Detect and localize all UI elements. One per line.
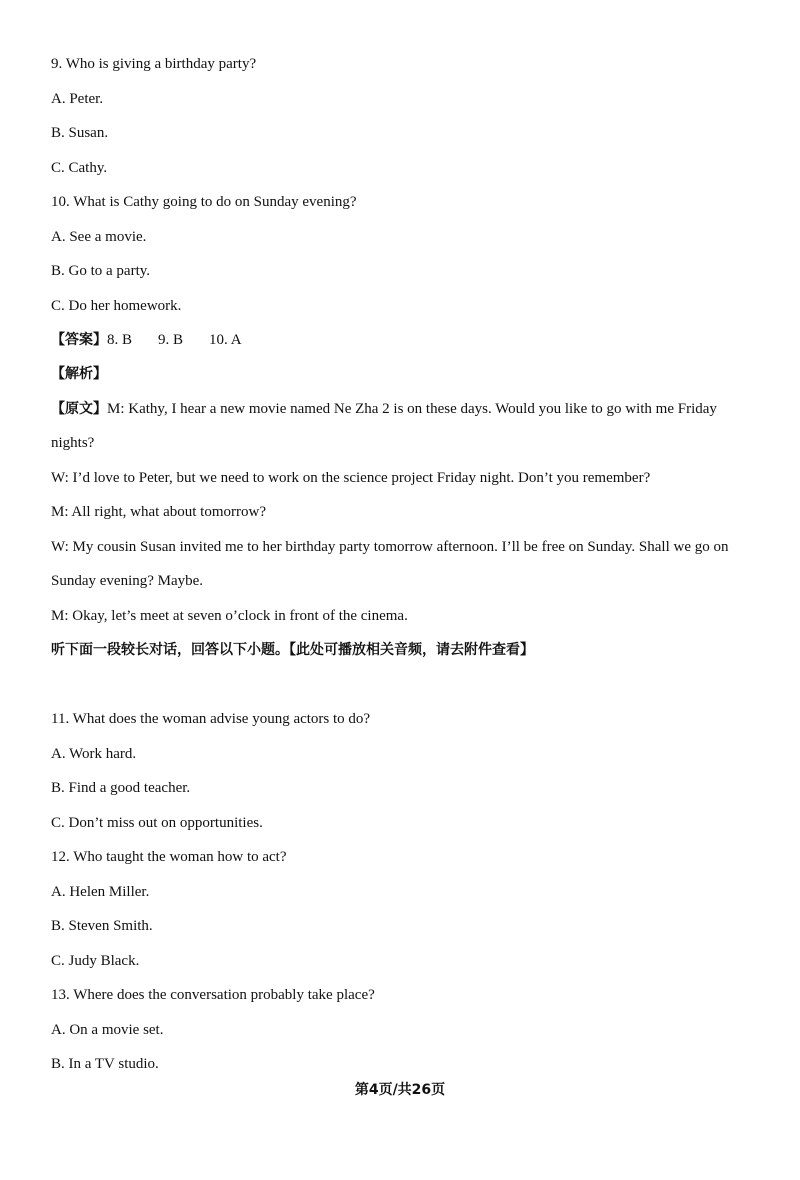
answer-item: 8. B — [107, 332, 133, 348]
question-10: 10. What is Cathy going to do on Sunday evening? — [51, 194, 357, 210]
transcript-line — [51, 399, 717, 419]
transcript-text: Sunday evening? Maybe. — [51, 573, 204, 589]
q10-option-b: B. Go to a party. — [51, 263, 151, 279]
transcript-text: M: All right, what about tomorrow? — [51, 504, 266, 520]
answer-item: 9. B — [158, 332, 184, 348]
analysis-line — [51, 364, 107, 384]
transcript-label: 【原文】 — [51, 401, 107, 417]
q10-option-a: A. See a movie. — [51, 229, 147, 245]
question-11: 11. What does the woman advise young actors to do? — [51, 711, 371, 727]
transcript-text: M: Okay, let’s meet at seven o’clock in front of the cinema. — [51, 608, 408, 624]
q12-option-c: C. Judy Black. — [51, 953, 140, 969]
question-13: 13. Where does the conversation probably take place? — [51, 987, 375, 1003]
q13-option-a: A. On a movie set. — [51, 1022, 164, 1038]
question-12: 12. Who taught the woman how to act? — [51, 849, 287, 865]
page-number-footer: 第4页/共26页 — [354, 1082, 446, 1098]
q9-option-c: C. Cathy. — [51, 160, 108, 176]
q12-option-a: A. Helen Miller. — [51, 884, 150, 900]
listening-instruction: 听下面一段较长对话，回答以下小题。【此处可播放相关音频，请去附件查看】 — [51, 642, 534, 658]
transcript-text: W: I’d love to Peter, but we need to work on the science project Friday night. Don’t you remember? — [51, 470, 651, 486]
answer-line — [51, 330, 242, 350]
q9-option-b: B. Susan. — [51, 125, 109, 141]
transcript-text: nights? — [51, 435, 95, 451]
q12-option-b: B. Steven Smith. — [51, 918, 153, 934]
answer-label: 【答案】 — [51, 332, 107, 348]
q9-option-a: A. Peter. — [51, 91, 104, 107]
transcript-text: M: Kathy, I hear a new movie named Ne Zha 2 is on these days. Would you like to go with me Friday — [107, 401, 717, 417]
transcript-text: W: My cousin Susan invited me to her birthday party tomorrow afternoon. I’ll be free on Sunday. Shall we go on — [51, 539, 729, 555]
q11-option-b: B. Find a good teacher. — [51, 780, 191, 796]
analysis-label: 【解析】 — [51, 366, 107, 382]
q11-option-c: C. Don’t miss out on opportunities. — [51, 815, 263, 831]
answer-item: 10. A — [209, 332, 242, 348]
question-9: 9. Who is giving a birthday party? — [51, 56, 257, 72]
q11-option-a: A. Work hard. — [51, 746, 137, 762]
q13-option-b: B. In a TV studio. — [51, 1056, 159, 1072]
q10-option-c: C. Do her homework. — [51, 298, 182, 314]
